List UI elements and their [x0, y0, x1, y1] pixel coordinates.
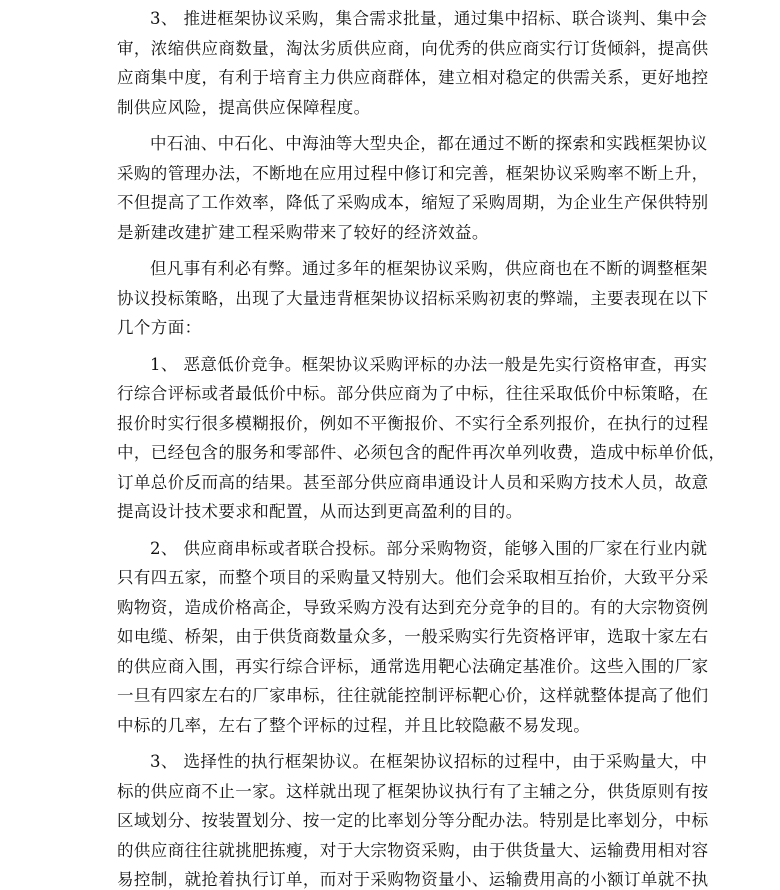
paragraph	[117, 350, 726, 527]
paragraph	[117, 4, 709, 122]
paragraph-line: 2、 供应商串标或者联合投标。部分采购物资，能够入围的厂家在行业内就	[150, 538, 708, 558]
paragraph-line: 审，浓缩供应商数量，淘汰劣质供应商，向优秀的供应商实行订货倾斜，提高供	[117, 38, 709, 58]
paragraph	[117, 254, 709, 343]
paragraph-line: 协议投标策略，出现了大量违背框架协议招标采购初衷的弊端，主要表现在以下	[117, 288, 709, 308]
paragraph-line: 如电缆、桥架，由于供货商数量众多，一般采购实行先资格评审，选取十家左右	[117, 627, 709, 646]
paragraph-line: 3、 选择性的执行框架协议。在框架协议招标的过程中，由于采购量大，中	[150, 752, 708, 771]
paragraph-line: 中，已经包含的服务和零部件、必须包含的配件再次单列收费，造成中标单价低，	[117, 443, 726, 462]
document-body	[117, 0, 726, 890]
paragraph-line: 的供应商入围，再实行综合评标，通常选用靶心法确定基准价。这些入围的厂家	[117, 656, 709, 676]
paragraph-line: 制供应风险，提高供应保障程度。	[117, 97, 371, 117]
paragraph-line: 报价时实行很多模糊报价，例如不平衡报价、不实行全系列报价，在执行的过程	[117, 413, 709, 433]
paragraph-line: 只有四五家，而整个项目的采购量又特别大。他们会采取相互抬价，大致平分采	[117, 568, 709, 587]
paragraph-line: 几个方面：	[117, 318, 202, 337]
paragraph-line: 一旦有四家左右的厂家串标，往往就能控制评标靶心价，这样就整体提高了他们	[117, 686, 709, 705]
paragraph-line: 1、 恶意低价竞争。框架协议采购评标的办法一般是先实行资格审查，再实	[150, 354, 708, 374]
paragraph-line: 中标的几率，左右了整个评标的过程，并且比较隐蔽不易发现。	[117, 715, 591, 735]
paragraph-line: 易控制，就抢着执行订单，而对于采购物资量小、运输费用高的小额订单就不执	[117, 870, 709, 889]
paragraph-line: 是新建改建扩建工程采购带来了较好的经济效益。	[117, 222, 489, 242]
paragraph-line: 但凡事有利必有弊。通过多年的框架协议采购，供应商也在不断的调整框架	[150, 259, 708, 278]
paragraph-line: 3、 推进框架协议采购，集合需求批量，通过集中招标、联合谈判、集中会	[150, 9, 708, 28]
paragraph	[117, 534, 709, 741]
paragraph-line: 行综合评标或者最低价中标。部分供应商为了中标，往往采取低价中标策略，在	[117, 384, 709, 403]
paragraph-line: 区域划分、按装置划分、按一定的比率划分等分配办法。特别是比率划分，中标	[117, 811, 709, 830]
paragraph-line: 不但提高了工作效率，降低了采购成本，缩短了采购周期，为企业生产保供特别	[117, 193, 709, 212]
paragraph-line: 的供应商往往就挑肥拣瘦，对于大宗物资采购，由于供货量大、运输费用相对容	[117, 840, 709, 860]
paragraph-line: 采购的管理办法，不断地在应用过程中修订和完善，框架协议采购率不断上升，	[117, 163, 709, 183]
paragraph	[117, 129, 709, 247]
paragraph-line: 提高设计技术要求和配置，从而达到更高盈利的目的。	[117, 502, 523, 521]
paragraph-line: 应商集中度，有利于培育主力供应商群体，建立相对稳定的供需关系，更好地控	[117, 68, 709, 87]
paragraph-line: 标的供应商不止一家。这样就出现了框架协议执行有了主辅之分，供货原则有按	[117, 781, 709, 801]
paragraph-line: 购物资，造成价格高企，导致采购方没有达到充分竞争的目的。有的大宗物资例	[117, 597, 709, 617]
paragraph	[117, 747, 709, 890]
paragraph-line: 订单总价反而高的结果。甚至部分供应商串通设计人员和采购方技术人员，故意	[117, 472, 709, 492]
paragraph-line: 中石油、中石化、中海油等大型央企，都在通过不断的探索和实践框架协议	[150, 134, 708, 153]
